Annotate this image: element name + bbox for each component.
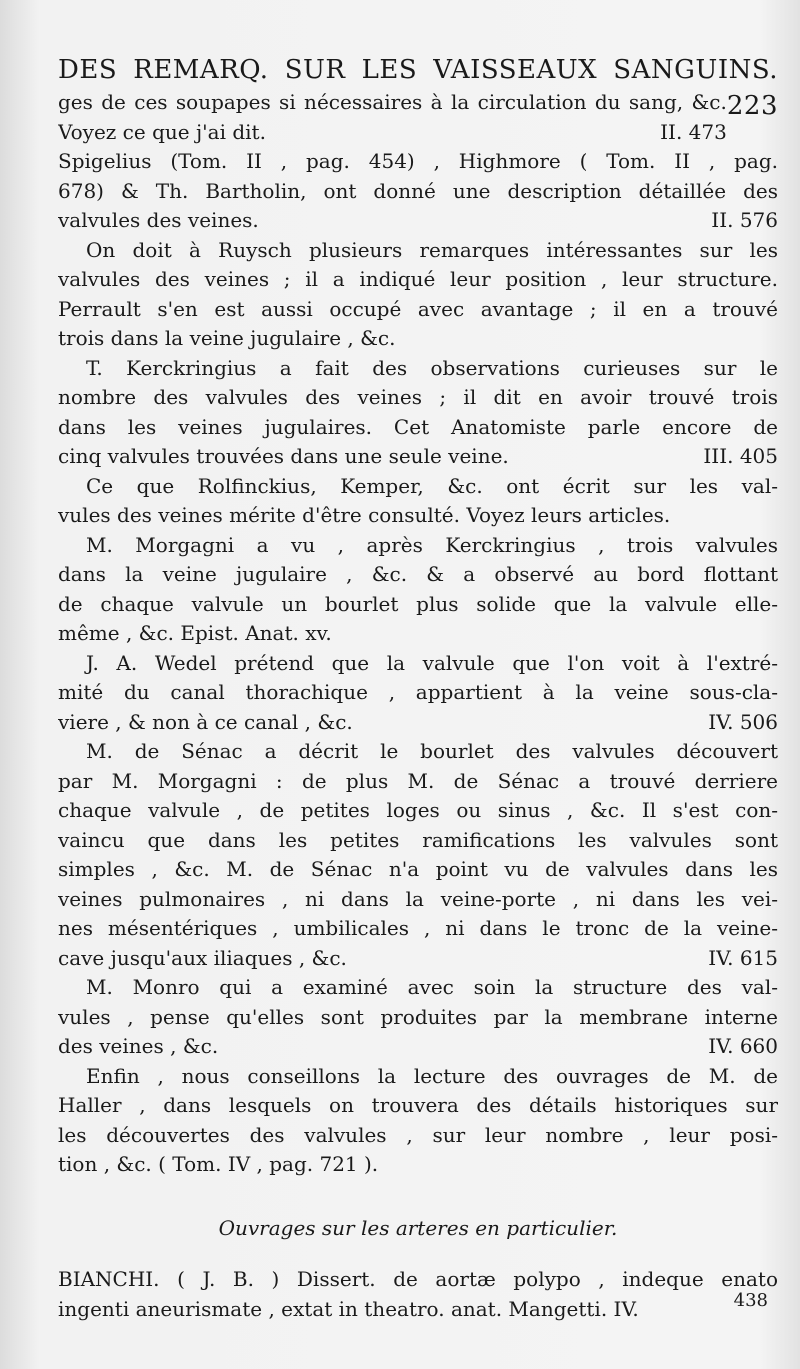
line-text: BIANCHI. ( J. B. ) Dissert. de aortæ polypo , indeque enato <box>58 1267 778 1291</box>
text-line <box>58 118 727 148</box>
line-text: Haller , dans lesquels on trouvera des détails historiques sur <box>58 1093 778 1117</box>
volume-reference: IV. 506 <box>708 709 778 734</box>
line-text: M. Monro qui a examiné avec soin la structure des val- <box>86 975 778 999</box>
text-line <box>58 767 778 797</box>
text-line <box>58 88 727 118</box>
text-line <box>58 354 778 384</box>
line-text: même , &c. Epist. Anat. xv. <box>58 621 332 645</box>
text-line <box>58 1150 778 1180</box>
line-text: Spigelius (Tom. II , pag. 454) , Highmore ( Tom. II , pag. <box>58 149 778 173</box>
line-text: cave jusqu'aux iliaques , &c. <box>58 945 347 970</box>
line-text: 678) & Th. Bartholin, ont donné une description détaillée des <box>58 178 778 203</box>
line-text: les découvertes des valvules , sur leur nombre , leur posi- <box>58 1122 778 1147</box>
text-line <box>58 914 778 944</box>
line-text: dans la veine jugulaire , &c. & a observé au bord flottant <box>58 562 778 586</box>
line-text: On doit à Ruysch plusieurs remarques intéressantes sur les <box>86 237 778 262</box>
line-text: chaque valvule , de petites loges ou sinus , &c. Il s'est con- <box>58 798 778 822</box>
text-line <box>58 531 778 561</box>
text-line <box>58 885 778 915</box>
text-line <box>58 206 778 236</box>
line-text: M. de Sénac a décrit le bourlet des valvules découvert <box>86 739 778 763</box>
text-line <box>58 973 778 1003</box>
page-number: 223 <box>726 91 778 121</box>
line-text: trois dans la veine jugulaire , &c. <box>58 326 396 350</box>
text-line <box>58 1121 778 1151</box>
text-line <box>58 1295 778 1325</box>
line-text: des veines , &c. <box>58 1034 219 1058</box>
line-text: vaincu que dans les petites ramifications les valvules sont <box>58 827 778 852</box>
line-text: simples , &c. M. de Sénac n'a point vu de valvules dans les <box>58 857 778 881</box>
text-line <box>58 472 778 502</box>
text-line <box>58 737 778 767</box>
bibliography <box>58 1265 778 1324</box>
text-line <box>58 619 778 649</box>
line-text: Enfin , nous conseillons la lecture des ouvrages de M. de <box>86 1063 778 1088</box>
text-line <box>58 1091 778 1121</box>
line-text: Voyez ce que j'ai dit. <box>58 119 266 144</box>
section-heading: Ouvrages sur les arteres en particulier. <box>218 1215 618 1240</box>
text-line <box>58 324 778 354</box>
page-content <box>58 52 778 1324</box>
line-text: ges de ces soupapes si nécessaires à la circulation du sang, &c. <box>58 90 727 114</box>
text-line <box>58 678 778 708</box>
text-line <box>58 1003 778 1033</box>
text-line <box>58 855 778 885</box>
line-text: vules , pense qu'elles sont produites par la membrane interne <box>58 1004 778 1029</box>
text-line <box>58 177 778 207</box>
text-line <box>58 649 778 679</box>
line-text: mité du canal thorachique , appartient à la veine sous-cla- <box>58 680 778 704</box>
text-line <box>58 295 778 325</box>
text-line <box>58 413 778 443</box>
text-line <box>58 383 778 413</box>
text-line <box>58 796 778 826</box>
text-line <box>58 265 778 295</box>
volume-reference: II. 576 <box>711 208 778 232</box>
line-text: nes mésentériques , umbilicales , ni dans le tronc de la veine- <box>58 916 778 940</box>
line-text: valvules des veines. <box>58 208 259 232</box>
line-text: ingenti aneurismate , extat in theatro. anat. Mangetti. IV. <box>58 1296 639 1321</box>
text-line <box>58 944 778 974</box>
line-text: dans les veines jugulaires. Cet Anatomiste parle encore de <box>58 414 778 439</box>
text-line <box>58 501 778 531</box>
text-line <box>58 826 778 856</box>
text-line <box>58 708 778 738</box>
volume-reference: II. 473 <box>660 119 727 144</box>
line-text: vules des veines mérite d'être consulté. Voyez leurs articles. <box>58 503 671 527</box>
catchword: 438 <box>733 1290 768 1311</box>
text-line <box>58 1032 778 1062</box>
line-text: viere , & non à ce canal , &c. <box>58 709 353 734</box>
line-text: nombre des valvules des veines ; il dit en avoir trouvé trois <box>58 385 778 409</box>
text-line <box>58 560 778 590</box>
text-line <box>58 1265 778 1295</box>
line-text: M. Morgagni a vu , après Kerckringius , trois valvules <box>86 532 778 557</box>
text-line <box>58 1062 778 1092</box>
body-text <box>58 88 778 1180</box>
text-line <box>58 236 778 266</box>
line-text: par M. Morgagni : de plus M. de Sénac a trouvé derriere <box>58 768 778 793</box>
volume-reference: IV. 660 <box>708 1034 778 1058</box>
text-line <box>58 442 778 472</box>
running-head-title: DES REMARQ. SUR LES VAISSEAUX SANGUINS. <box>58 55 778 85</box>
text-line <box>58 590 778 620</box>
volume-reference: IV. 615 <box>708 945 778 970</box>
line-text: Perrault s'en est aussi occupé avec avantage ; il en a trouvé <box>58 296 778 321</box>
line-text: valvules des veines ; il a indiqué leur position , leur structure. <box>58 267 778 291</box>
line-text: de chaque valvule un bourlet plus solide que la valvule elle- <box>58 591 778 616</box>
line-text: cinq valvules trouvées dans une seule veine. <box>58 444 509 468</box>
line-text: veines pulmonaires , ni dans la veine-porte , ni dans les vei- <box>58 886 778 911</box>
text-line <box>58 147 778 177</box>
line-text: tion , &c. ( Tom. IV , pag. 721 ). <box>58 1152 379 1176</box>
line-text: Ce que Rolfinckius, Kemper, &c. ont écrit sur les val- <box>86 473 778 498</box>
line-text: T. Kerckringius a fait des observations curieuses sur le <box>86 355 778 380</box>
line-text: J. A. Wedel prétend que la valvule que l'on voit à l'extré- <box>86 650 778 675</box>
volume-reference: III. 405 <box>703 444 778 468</box>
